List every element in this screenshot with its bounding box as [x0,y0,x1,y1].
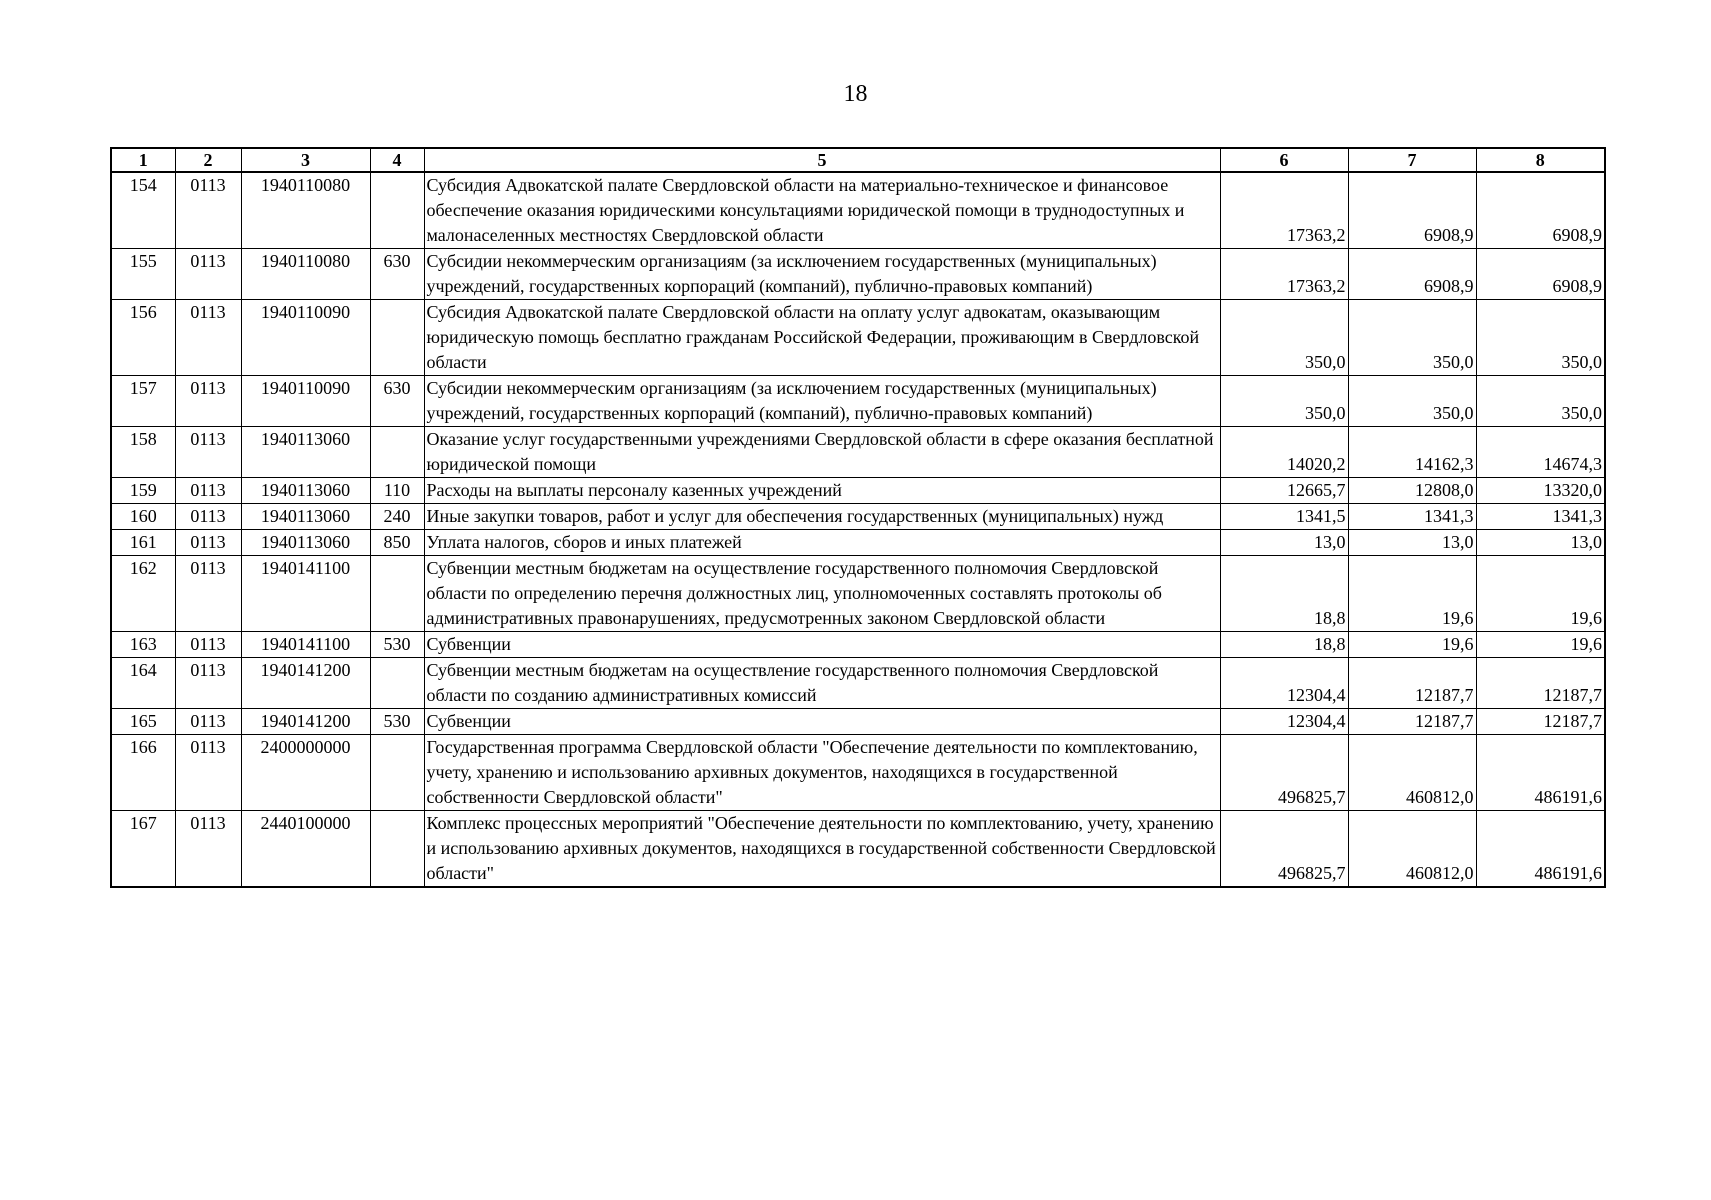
target-code-cell: 1940113060 [241,427,370,478]
description-cell: Субсидии некоммерческим организациям (за исключением государственных (муниципальных) учреждений, государственных корпораций (компаний), публично-правовых компаний) [424,376,1220,427]
amount-col8-cell: 1341,3 [1476,504,1605,530]
target-code-cell: 1940141100 [241,556,370,632]
header-cell: 6 [1220,148,1348,172]
header-row [111,148,1605,172]
amount-col8-cell: 486191,6 [1476,735,1605,811]
header-cell: 8 [1476,148,1605,172]
row-number-cell: 161 [111,530,175,556]
amount-col6-cell: 12304,4 [1220,709,1348,735]
table-row [111,658,1605,709]
amount-col7-cell: 460812,0 [1348,735,1476,811]
amount-col8-cell: 350,0 [1476,376,1605,427]
amount-col7-cell: 19,6 [1348,632,1476,658]
target-code-cell: 1940110090 [241,300,370,376]
table-row [111,478,1605,504]
section-code-cell: 0113 [175,427,241,478]
amount-col7-cell: 460812,0 [1348,811,1476,888]
expense-kind-cell: 850 [370,530,424,556]
expense-kind-cell: 630 [370,249,424,300]
table-row [111,300,1605,376]
amount-col7-cell: 12187,7 [1348,658,1476,709]
row-number-cell: 160 [111,504,175,530]
target-code-cell: 1940110080 [241,249,370,300]
amount-col8-cell: 19,6 [1476,632,1605,658]
expense-kind-cell: 240 [370,504,424,530]
amount-col6-cell: 17363,2 [1220,249,1348,300]
amount-col8-cell: 14674,3 [1476,427,1605,478]
section-code-cell: 0113 [175,632,241,658]
expense-kind-cell [370,556,424,632]
section-code-cell: 0113 [175,504,241,530]
description-cell: Субсидия Адвокатской палате Свердловской области на материально-техническое и финансовое обеспечение оказания юридическими консультациями юридической помощи в труднодоступных и малонаселенных местностях Свердловской области [424,172,1220,249]
table-body [111,172,1605,887]
row-number-cell: 164 [111,658,175,709]
table-row [111,709,1605,735]
amount-col7-cell: 14162,3 [1348,427,1476,478]
expense-kind-cell: 110 [370,478,424,504]
table-row [111,504,1605,530]
amount-col8-cell: 19,6 [1476,556,1605,632]
page-number: 18 [843,81,868,107]
amount-col6-cell: 18,8 [1220,556,1348,632]
amount-col6-cell: 350,0 [1220,300,1348,376]
expense-kind-cell [370,427,424,478]
amount-col8-cell: 12187,7 [1476,658,1605,709]
amount-col7-cell: 13,0 [1348,530,1476,556]
target-code-cell: 1940141100 [241,632,370,658]
description-cell: Субвенции [424,632,1220,658]
amount-col7-cell: 12808,0 [1348,478,1476,504]
amount-col8-cell: 13,0 [1476,530,1605,556]
description-cell: Оказание услуг государственными учреждениями Свердловской области в сфере оказания бесплатной юридической помощи [424,427,1220,478]
amount-col7-cell: 12187,7 [1348,709,1476,735]
amount-col7-cell: 6908,9 [1348,172,1476,249]
amount-col7-cell: 1341,3 [1348,504,1476,530]
budget-table [110,147,1606,888]
section-code-cell: 0113 [175,249,241,300]
amount-col8-cell: 486191,6 [1476,811,1605,888]
row-number-cell: 166 [111,735,175,811]
target-code-cell: 1940113060 [241,504,370,530]
section-code-cell: 0113 [175,172,241,249]
table-row [111,530,1605,556]
expense-kind-cell [370,811,424,888]
expense-kind-cell: 630 [370,376,424,427]
header-cell: 3 [241,148,370,172]
header-cell: 4 [370,148,424,172]
table-row [111,249,1605,300]
target-code-cell: 2400000000 [241,735,370,811]
amount-col6-cell: 13,0 [1220,530,1348,556]
row-number-cell: 155 [111,249,175,300]
expense-kind-cell [370,735,424,811]
amount-col6-cell: 496825,7 [1220,735,1348,811]
description-cell: Уплата налогов, сборов и иных платежей [424,530,1220,556]
row-number-cell: 163 [111,632,175,658]
amount-col8-cell: 12187,7 [1476,709,1605,735]
amount-col8-cell: 350,0 [1476,300,1605,376]
section-code-cell: 0113 [175,300,241,376]
target-code-cell: 1940110090 [241,376,370,427]
table-row [111,632,1605,658]
expense-kind-cell: 530 [370,709,424,735]
header-cell: 2 [175,148,241,172]
description-cell: Государственная программа Свердловской области "Обеспечение деятельности по комплектованию, учету, хранению и использованию архивных документов, находящихся в государственной собственности Свердловской области" [424,735,1220,811]
expense-kind-cell: 530 [370,632,424,658]
section-code-cell: 0113 [175,478,241,504]
amount-col7-cell: 19,6 [1348,556,1476,632]
row-number-cell: 158 [111,427,175,478]
section-code-cell: 0113 [175,530,241,556]
description-cell: Субвенции местным бюджетам на осуществление государственного полномочия Свердловской области по созданию административных комиссий [424,658,1220,709]
amount-col6-cell: 496825,7 [1220,811,1348,888]
description-cell: Субвенции местным бюджетам на осуществление государственного полномочия Свердловской области по определению перечня должностных лиц, уполномоченных составлять протоколы об административных правонарушениях, предусмотренных законом Свердловской области [424,556,1220,632]
expense-kind-cell [370,300,424,376]
target-code-cell: 1940113060 [241,530,370,556]
row-number-cell: 157 [111,376,175,427]
row-number-cell: 156 [111,300,175,376]
table-row [111,376,1605,427]
section-code-cell: 0113 [175,735,241,811]
section-code-cell: 0113 [175,556,241,632]
amount-col6-cell: 12304,4 [1220,658,1348,709]
target-code-cell: 2440100000 [241,811,370,888]
table-row [111,811,1605,888]
section-code-cell: 0113 [175,811,241,888]
amount-col6-cell: 14020,2 [1220,427,1348,478]
table-row [111,172,1605,249]
header-cell: 5 [424,148,1220,172]
section-code-cell: 0113 [175,658,241,709]
description-cell: Субвенции [424,709,1220,735]
amount-col6-cell: 17363,2 [1220,172,1348,249]
header-cell: 1 [111,148,175,172]
header-cell: 7 [1348,148,1476,172]
table-row [111,735,1605,811]
table-row [111,427,1605,478]
description-cell: Субсидии некоммерческим организациям (за исключением государственных (муниципальных) учреждений, государственных корпораций (компаний), публично-правовых компаний) [424,249,1220,300]
amount-col6-cell: 18,8 [1220,632,1348,658]
row-number-cell: 154 [111,172,175,249]
amount-col8-cell: 13320,0 [1476,478,1605,504]
description-cell: Субсидия Адвокатской палате Свердловской области на оплату услуг адвокатам, оказывающим юридическую помощь бесплатно гражданам Российской Федерации, проживающим в Свердловской области [424,300,1220,376]
expense-kind-cell [370,172,424,249]
expense-kind-cell [370,658,424,709]
row-number-cell: 165 [111,709,175,735]
amount-col7-cell: 350,0 [1348,300,1476,376]
amount-col8-cell: 6908,9 [1476,249,1605,300]
row-number-cell: 167 [111,811,175,888]
section-code-cell: 0113 [175,376,241,427]
amount-col8-cell: 6908,9 [1476,172,1605,249]
description-cell: Расходы на выплаты персоналу казенных учреждений [424,478,1220,504]
description-cell: Комплекс процессных мероприятий "Обеспечение деятельности по комплектованию, учету, хранению и использованию архивных документов, находящихся в государственной собственности Свердловской области" [424,811,1220,888]
amount-col7-cell: 350,0 [1348,376,1476,427]
amount-col6-cell: 12665,7 [1220,478,1348,504]
description-cell: Иные закупки товаров, работ и услуг для обеспечения государственных (муниципальных) нужд [424,504,1220,530]
section-code-cell: 0113 [175,709,241,735]
target-code-cell: 1940110080 [241,172,370,249]
row-number-cell: 162 [111,556,175,632]
row-number-cell: 159 [111,478,175,504]
amount-col6-cell: 1341,5 [1220,504,1348,530]
target-code-cell: 1940113060 [241,478,370,504]
amount-col7-cell: 6908,9 [1348,249,1476,300]
target-code-cell: 1940141200 [241,709,370,735]
table-header [111,148,1605,172]
target-code-cell: 1940141200 [241,658,370,709]
amount-col6-cell: 350,0 [1220,376,1348,427]
table-row [111,556,1605,632]
